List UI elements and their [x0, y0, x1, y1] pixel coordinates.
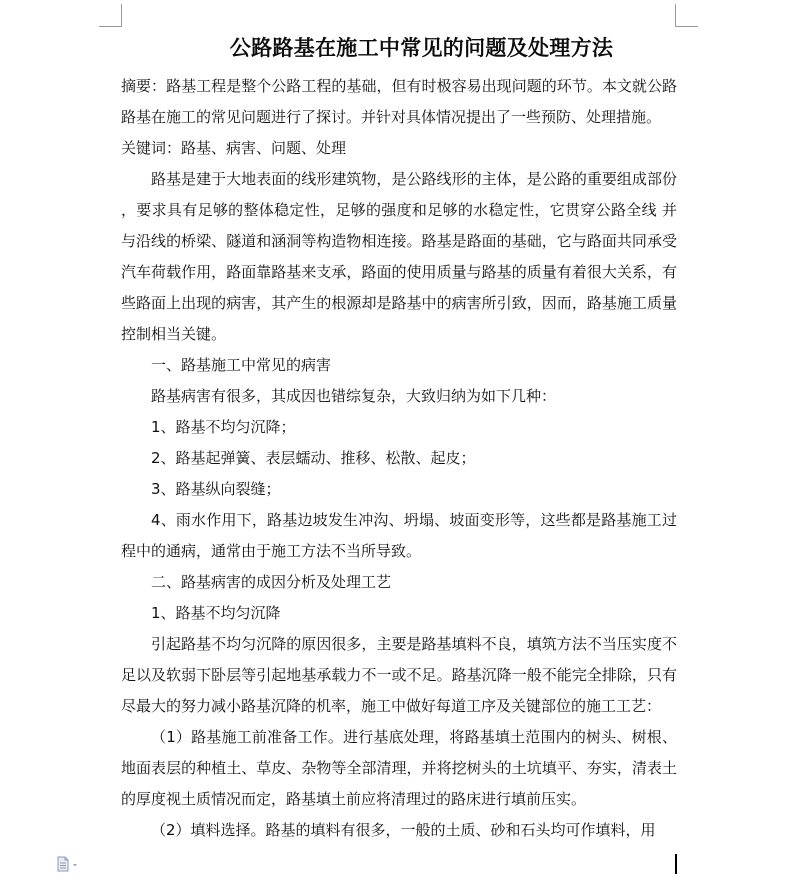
top-right-margin-mark [675, 4, 698, 27]
paragraph: 一、路基施工中常见的病害 [151, 356, 332, 374]
paragraph: 关键词：路基、病害、问题、处理 [121, 139, 347, 157]
paragraph: 2、路基起弹簧、表层蠕动、推移、松散、起皮； [151, 449, 476, 467]
paragraph: 1、路基不均匀沉降 [151, 604, 281, 622]
paragraph: 二、路基病害的成因分析及处理工艺 [151, 573, 392, 591]
top-left-margin-mark [99, 4, 122, 27]
document-icon[interactable] [56, 856, 82, 872]
paragraph: 路基病害有很多，其成因也错综复杂，大致归纳为如下几种： [151, 387, 557, 405]
paragraph: 3、路基纵向裂缝； [151, 480, 281, 498]
paragraph: （1）路基施工前准备工作。进行基底处理，将路基填土范围内的树头、树根、地面表层的种植土、草皮、杂物等全部清理，并将挖树头的土坑填平、夯实，清表土的厚度视土质情况而定，路基填土前应将清理过的路床进行填前压实。 [121, 728, 677, 808]
paragraph: （2）填料选择。路基的填料有很多，一般的土质、砂和石头均可作填料，用 [151, 821, 656, 839]
document-body[interactable] [121, 71, 677, 846]
paragraph: 摘要：路基工程是整个公路工程的基础，但有时极容易出现问题的环节。本文就公路路基在施工的常见问题进行了探讨。并针对具体情况提出了一些预防、处理措施。 [121, 77, 677, 126]
text-cursor [675, 854, 677, 874]
document-icon-glyph [56, 856, 82, 872]
paragraph: 1、路基不均匀沉降； [151, 418, 296, 436]
document-title: 公路路基在施工中常见的问题及处理方法 [229, 36, 614, 60]
paragraph: 路基是建于大地表面的线形建筑物，是公路线形的主体，是公路的重要组成部份，要求具有足够的整体稳定性，足够的强度和足够的水稳定性，它贯穿公路全线 并与沿线的桥梁、隧道和涵洞等构造物相连接。路基是路面的基础，它与路面共同承受汽车荷载作用，路面靠路基来支承，路面的使用质量与路基的质量有着很大关系，有些路面上出现的病害，其产生的根源却是路基中的病害所引致，因而，路基施工质量控制相当关键。 [121, 170, 677, 343]
paragraph: 4、雨水作用下，路基边坡发生冲沟、坍塌、坡面变形等，这些都是路基施工过程中的通病，通常由于施工方法不当所导致。 [121, 511, 677, 560]
paragraph: 引起路基不均匀沉降的原因很多，主要是路基填料不良，填筑方法不当压实度不足以及软弱下卧层等引起地基承载力不一或不足。路基沉降一般不能完全排除，只有尽最大的努力减小路基沉降的机率，施工中做好每道工序及关键部位的施工工艺： [121, 635, 677, 715]
